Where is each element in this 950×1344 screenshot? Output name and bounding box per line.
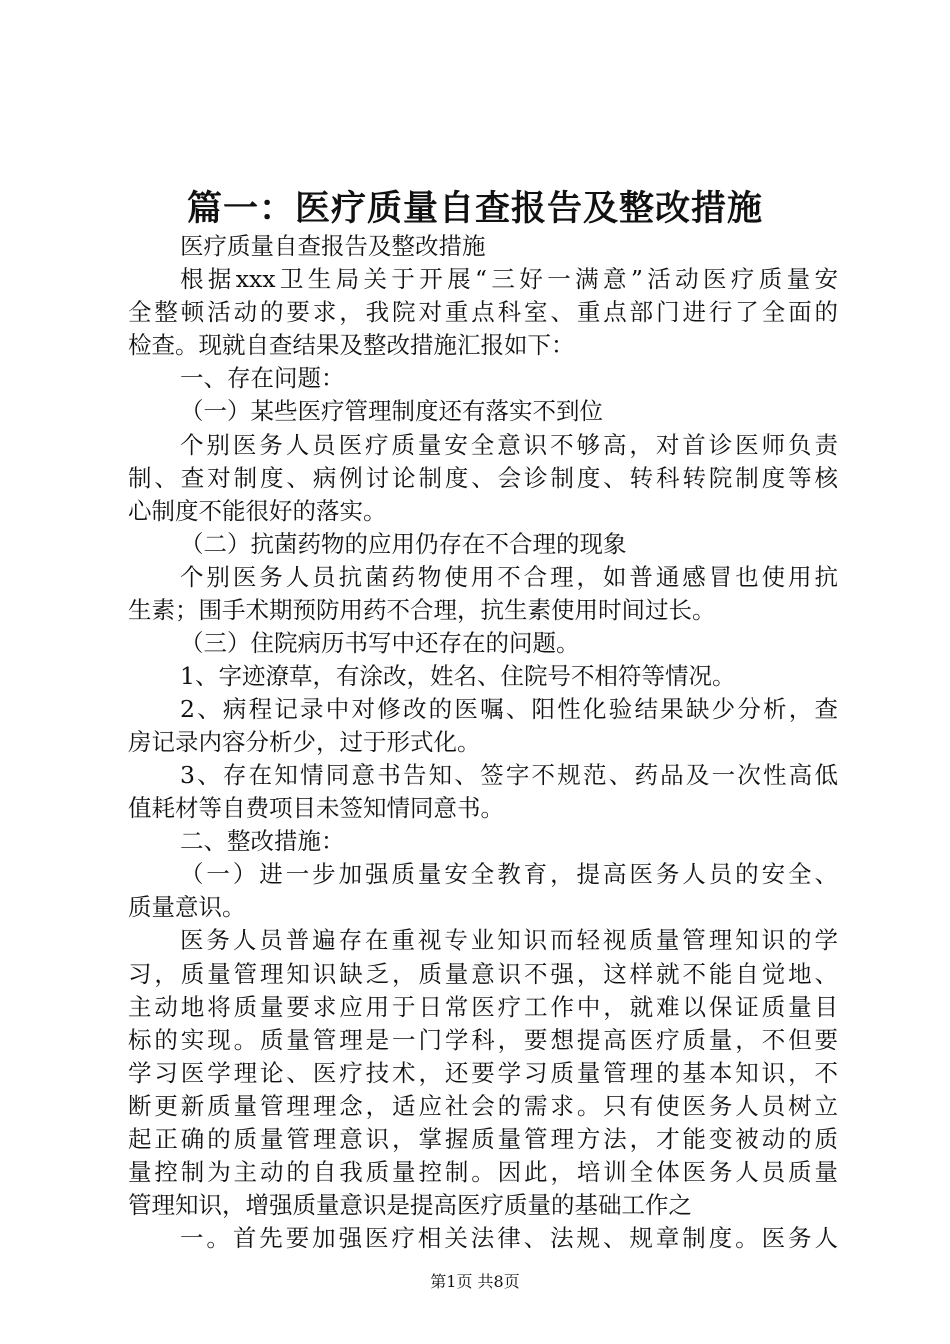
paragraph-line: 医疗质量自查报告及整改措施 (180, 232, 486, 260)
list-item: 房记录内容分析少，过于形式化。 (128, 728, 481, 756)
paragraph-line: 根据xxx卫生局关于开展“三好一满意”活动医疗质量安 (180, 265, 838, 293)
paragraph-line: 学习医学理论、医疗技术，还要学习质量管理的基本知识，不 (128, 1059, 838, 1087)
section-heading: 一、存在问题： (180, 364, 345, 392)
document-title: 篇一：医疗质量自查报告及整改措施 (186, 188, 763, 229)
paragraph-line: 主动地将质量要求应用于日常医疗工作中，就难以保证质量目 (128, 993, 838, 1021)
paragraph-line: 全整顿活动的要求，我院对重点科室、重点部门进行了全面的 (128, 298, 838, 326)
paragraph-line: 医务人员普遍存在重视专业知识而轻视质量管理知识的学 (180, 926, 838, 954)
subsection-heading: （二）抗菌药物的应用仍存在不合理的现象 (180, 530, 627, 558)
paragraph-line: 量控制为主动的自我质量控制。因此，培训全体医务人员质量 (128, 1158, 838, 1186)
paragraph-line: 断更新质量管理理念，适应社会的需求。只有使医务人员树立 (128, 1092, 838, 1120)
list-item: 1、字迹潦草，有涂改，姓名、住院号不相符等情况。 (180, 662, 736, 690)
paragraph-line: 习，质量管理知识缺乏，质量意识不强，这样就不能自觉地、 (128, 960, 838, 988)
subsection-heading: 质量意识。 (128, 893, 246, 921)
paragraph-line: 制、查对制度、病例讨论制度、会诊制度、转科转院制度等核 (128, 464, 838, 492)
list-item: 值耗材等自费项目未签知情同意书。 (128, 794, 504, 822)
list-item: 2、病程记录中对修改的医嘱、阳性化验结果缺少分析，查 (180, 695, 838, 723)
list-item: 3、存在知情同意书告知、签字不规范、药品及一次性高低 (180, 761, 838, 789)
paragraph-line: 一。首先要加强医疗相关法律、法规、规章制度。医务人 (180, 1224, 838, 1252)
subsection-heading: （一）进一步加强质量安全教育，提高医务人员的安全、 (180, 860, 838, 888)
paragraph-line: 管理知识，增强质量意识是提高医疗质量的基础工作之 (128, 1191, 692, 1219)
section-heading: 二、整改措施： (180, 827, 345, 855)
paragraph-line: 起正确的质量管理意识，掌握质量管理方法，才能变被动的质 (128, 1125, 838, 1153)
paragraph-line: 检查。现就自查结果及整改措施汇报如下： (128, 331, 575, 359)
paragraph-line: 心制度不能很好的落实。 (128, 497, 387, 525)
paragraph-line: 个别医务人员医疗质量安全意识不够高，对首诊医师负责 (180, 431, 838, 459)
subsection-heading: （一）某些医疗管理制度还有落实不到位 (180, 397, 603, 425)
page-footer: 第1页 共8页 (430, 1272, 520, 1291)
paragraph-line: 标的实现。质量管理是一门学科，要想提高医疗质量，不但要 (128, 1026, 838, 1054)
paragraph-line: 生素；围手术期预防用药不合理，抗生素使用时间过长。 (128, 596, 716, 624)
subsection-heading: （三）住院病历书写中还存在的问题。 (180, 629, 580, 657)
paragraph-line: 个别医务人员抗菌药物使用不合理，如普通感冒也使用抗 (180, 563, 838, 591)
